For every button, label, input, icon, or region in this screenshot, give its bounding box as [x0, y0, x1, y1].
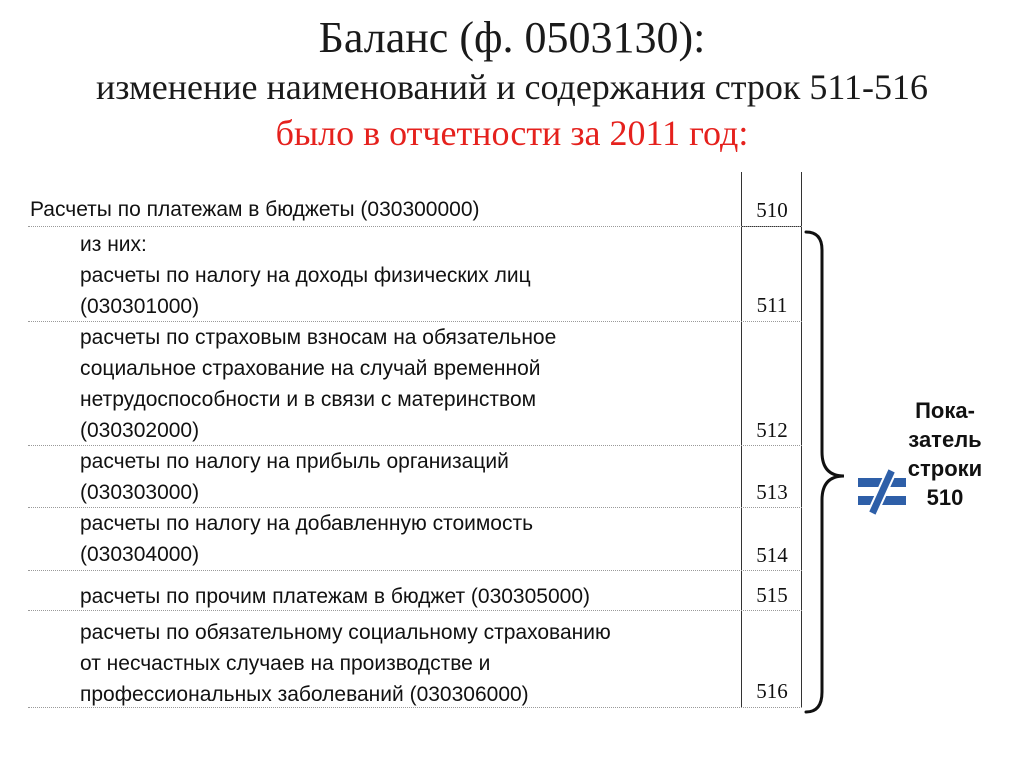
- row-text: [80, 508, 730, 570]
- table-row-515: [28, 571, 802, 611]
- row-code: 516: [756, 679, 788, 703]
- row-text: [80, 581, 730, 612]
- slide-title: Баланс (ф. 0503130):: [318, 13, 706, 62]
- row-line: расчеты по прочим платежам в бюджет (030305000): [80, 585, 590, 608]
- row-line: профессиональных заболеваний (030306000): [80, 683, 529, 706]
- row-text: [80, 617, 730, 710]
- row-text: [80, 229, 730, 322]
- row-line: от несчастных случаев на производстве и: [80, 652, 491, 675]
- table-row-512: [28, 322, 802, 446]
- row-line: расчеты по обязательному социальному страхованию: [80, 621, 611, 644]
- row-line: (030303000): [80, 481, 200, 504]
- row-line: нетрудоспособности и в связи с материнством: [80, 388, 537, 411]
- row-line: социальное страхование на случай временной: [80, 357, 541, 380]
- row-line: расчеты по налогу на добавленную стоимость: [80, 512, 534, 535]
- row-code: 515: [756, 583, 788, 607]
- row-line: из них:: [80, 233, 147, 256]
- indicator-label: Пока- затель строки 510: [907, 398, 983, 510]
- row-code: 511: [756, 293, 788, 317]
- row-line: (030301000): [80, 295, 200, 318]
- row-code: 512: [756, 418, 788, 442]
- row-line: расчеты по страховым взносам на обязательное: [80, 326, 557, 349]
- table-row-514: [28, 508, 802, 571]
- row-line: (030304000): [80, 543, 200, 566]
- row-code: 510: [756, 198, 788, 222]
- row-line: расчеты по налогу на прибыль организаций: [80, 450, 509, 473]
- row-code: 513: [756, 480, 788, 504]
- right-curly-brace: [800, 226, 846, 716]
- slide-subtitle: изменение наименований и содержания строк 511-516: [95, 67, 929, 107]
- row-line: Расчеты по платежам в бюджеты (030300000): [30, 198, 480, 221]
- table-row-513: [28, 446, 802, 508]
- table-row-510: [28, 172, 802, 227]
- row-line: расчеты по налогу на доходы физических лиц: [80, 264, 531, 287]
- row-line: (030302000): [80, 419, 200, 442]
- row-text: [30, 194, 680, 225]
- table-row-511: [28, 227, 802, 322]
- row-code: 514: [756, 543, 788, 567]
- slide-highlight: было в отчетности за 2011 год:: [275, 113, 749, 153]
- row-text: [80, 322, 730, 446]
- table-row-516: [28, 611, 802, 708]
- row-text: [80, 446, 730, 508]
